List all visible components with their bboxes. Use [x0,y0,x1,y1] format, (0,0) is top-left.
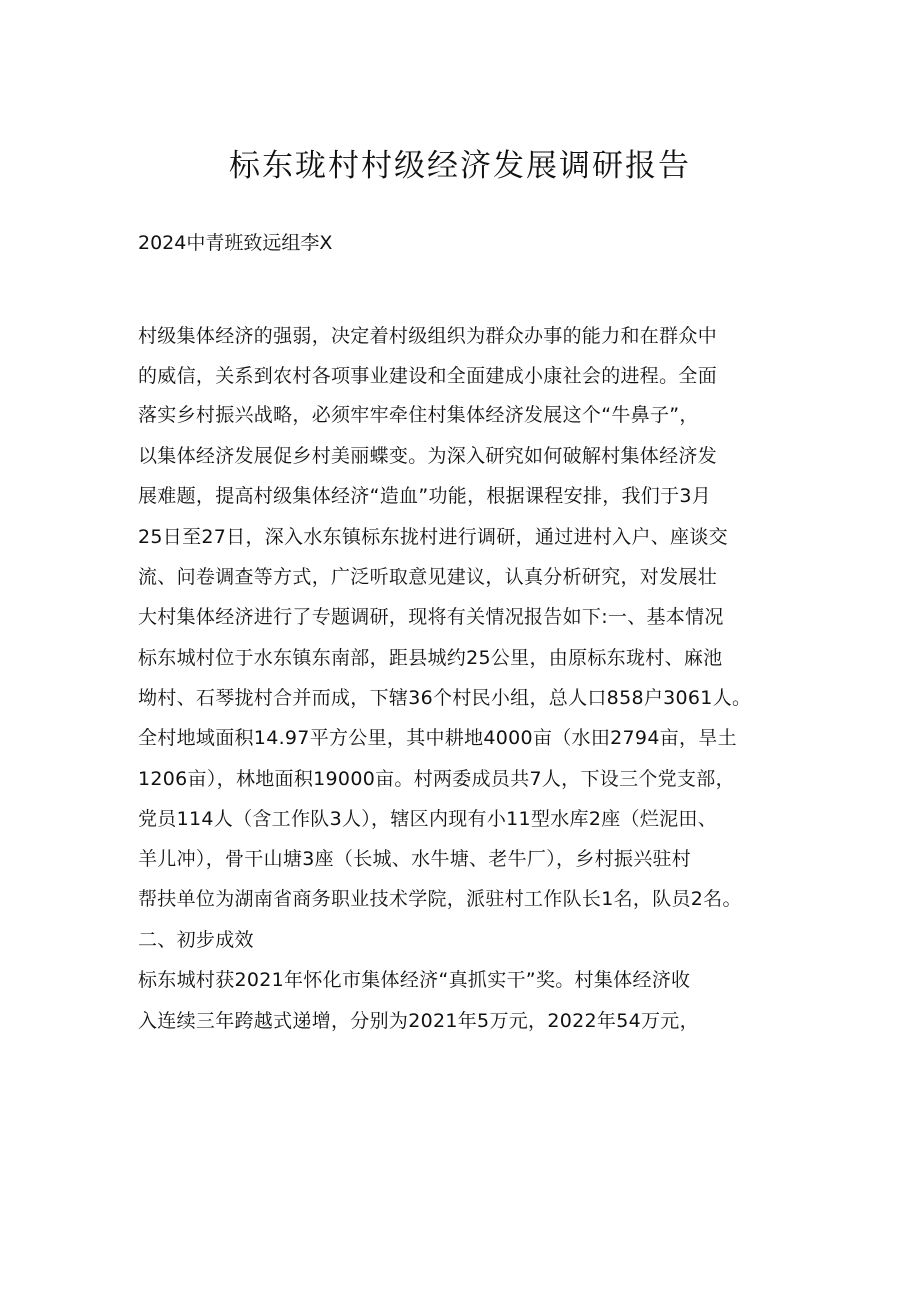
body-line-11: 全村地域面积14.97平方公里，其中耕地4000亩（水田2794亩，旱土 [138,727,737,749]
document-author: 2024中青班致远组李X [138,232,333,254]
document-title: 标东珑村村级经济发展调研报告 [229,148,691,184]
body-line-18: 入连续三年跨越式递增，分别为2021年5万元，2022年54万元， [138,1010,699,1032]
body-line-1: 村级集体经济的强弱，决定着村级组织为群众办事的能力和在群众中 [138,325,718,347]
body-line-6: 25日至27日，深入水东镇标东拢村进行调研，通过进村入户、座谈交 [138,526,728,548]
body-line-14: 羊儿冲），骨干山塘3座（长城、水牛塘、老牛厂），乡村振兴驻村 [138,848,692,870]
body-line-3: 落实乡村振兴战略，必须牢牢牵住村集体经济发展这个“牛鼻子”， [138,404,699,426]
body-line-7: 流、问卷调查等方式，广泛听取意见建议，认真分析研究，对发展壮 [138,566,718,588]
body-line-15: 帮扶单位为湖南省商务职业技术学院，派驻村工作队长1名，队员2名。 [138,888,742,910]
body-line-8: 大村集体经济进行了专题调研，现将有关情况报告如下:一、基本情况 [138,606,724,628]
body-line-12: 1206亩），林地面积19000亩。村两委成员共7人，下设三个党支部， [138,768,735,790]
body-line-13: 党员114人（含工作队3人），辖区内现有小11型水库2座（烂泥田、 [138,808,718,830]
section-heading: 二、初步成效 [138,929,254,951]
body-line-10: 坳村、石琴拢村合并而成，下辖36个村民小组，总人口858户3061人。 [138,687,752,709]
body-line-9: 标东城村位于水东镇东南部，距县城约25公里，由原标东珑村、麻池 [138,647,723,669]
body-line-2: 的威信，关系到农村各项事业建设和全面建成小康社会的进程。全面 [138,365,718,387]
body-line-17: 标东城村获2021年怀化市集体经济“真抓实干”奖。村集体经济收 [138,969,691,991]
body-line-4: 以集体经济发展促乡村美丽蝶变。为深入研究如何破解村集体经济发 [138,445,718,467]
body-line-5: 展难题，提高村级集体经济“造血”功能，根据课程安排，我们于3月 [138,485,712,507]
